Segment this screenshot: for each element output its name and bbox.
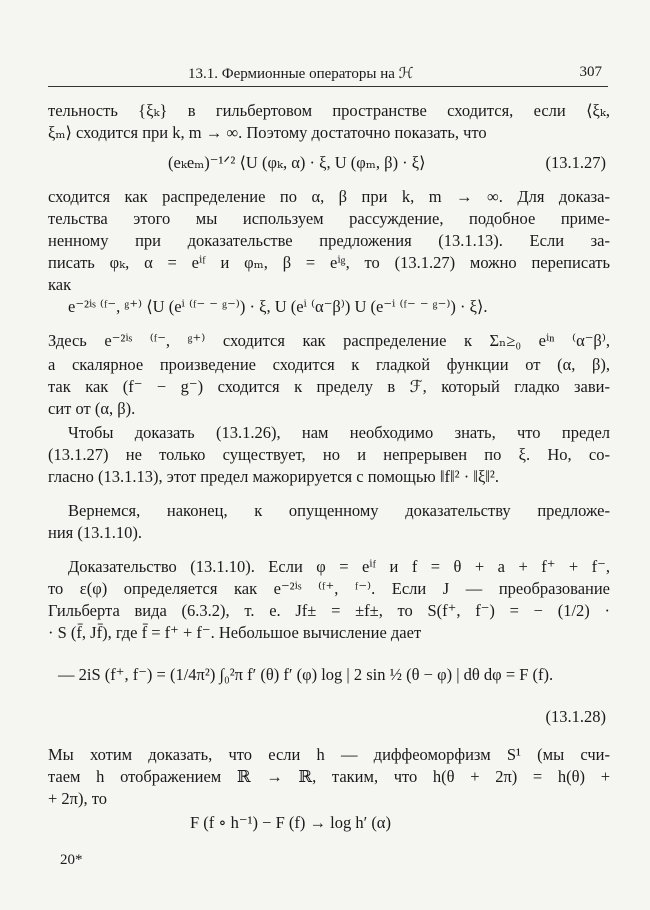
page-number: 307 bbox=[579, 64, 602, 80]
text-line: (13.1.27) не только существует, но и непрерывен по ξ. Но, со- bbox=[48, 445, 610, 464]
equation: e⁻²ⁱˢ ⁽ᶠ⁻, ᵍ⁺⁾ ⟨U (eⁱ ⁽ᶠ⁻ ⁻ ᵍ⁻⁾) · ξ, U (eⁱ ⁽α⁻β⁾) U (e⁻ⁱ ⁽ᶠ⁻ ⁻ ᵍ⁻⁾) · ξ⟩. bbox=[68, 297, 488, 316]
text-line: тельность {ξₖ} в гильбертовом пространстве сходится, если ⟨ξₖ, bbox=[48, 101, 610, 120]
text-line: ненному при доказательстве предложения (13.1.13). Если за- bbox=[48, 231, 610, 250]
equation: — 2iS (f⁺, f⁻) = (1/4π²) ∫₀²π f′ (θ) f′ (φ) log | 2 sin ½ (θ − φ) | dθ dφ = F (f). bbox=[58, 665, 554, 684]
text-line: тельства этого мы используем рассуждение, подобное приме- bbox=[48, 209, 610, 228]
text-line: + 2π), то bbox=[48, 789, 107, 808]
text-line: ξₘ⟩ сходится при k, m → ∞. Поэтому достаточно показать, что bbox=[48, 123, 487, 142]
text-line: Мы хотим доказать, что если h — диффеоморфизм S¹ (мы счи- bbox=[48, 745, 610, 764]
text-line: Гильберта вида (6.3.2), т. е. Jf± = ±f±, то S(f⁺, f⁻) = − (1/2) · bbox=[48, 601, 610, 620]
text-line: Вернемся, наконец, к опущенному доказательству предложе- bbox=[68, 501, 610, 520]
text-line: Здесь e⁻²ⁱˢ ⁽ᶠ⁻, ᵍ⁺⁾ сходится как распределение к Σₙ≥₀ eⁱⁿ ⁽α⁻β⁾, bbox=[48, 331, 610, 350]
header-title: 13.1. Фермионные операторы на ℋ bbox=[188, 66, 414, 82]
text-line: ния (13.1.10). bbox=[48, 523, 142, 542]
text-line: а скалярное произведение сходится к гладкой функции от (α, β), bbox=[48, 355, 610, 374]
equation: (eₖeₘ)⁻¹ᐟ² ⟨U (φₖ, α) · ξ, U (φₘ, β) · ξ⟩ bbox=[168, 153, 426, 172]
text-line: писать φₖ, α = eⁱᶠ и φₘ, β = eⁱᵍ, то (13.1.27) можно переписать bbox=[48, 253, 610, 272]
signature-mark: 20* bbox=[60, 852, 83, 868]
text-line: как bbox=[48, 275, 72, 294]
text-line: Чтобы доказать (13.1.26), нам необходимо знать, что предел bbox=[68, 423, 610, 442]
text-line: гласно (13.1.13), этот предел мажорируется с помощью ‖f‖² · ‖ξ‖². bbox=[48, 467, 500, 486]
text-line: то ε(φ) определяется как e⁻²ⁱˢ ⁽ᶠ⁺, ᶠ⁻⁾. Если J — преобразование bbox=[48, 579, 610, 598]
equation-number: (13.1.28) bbox=[545, 707, 606, 726]
text-line: · S (f̄, Jf̄), где f̄ = f⁺ + f⁻. Небольшое вычисление дает bbox=[48, 623, 422, 642]
equation-number: (13.1.27) bbox=[545, 153, 606, 172]
running-header bbox=[48, 62, 608, 87]
text-line: так как (f⁻ − g⁻) сходится к пределу в ℱ, который гладко зави- bbox=[48, 377, 610, 396]
text-line: сит от (α, β). bbox=[48, 399, 136, 418]
equation: F (f ∘ h⁻¹) − F (f) → log h′ (α) bbox=[190, 813, 391, 832]
text-line: сходится как распределение по α, β при k, m → ∞. Для доказа- bbox=[48, 187, 610, 206]
text-line: таем h отображением ℝ → ℝ, таким, что h(θ + 2π) = h(θ) + bbox=[48, 767, 610, 786]
text-line: Доказательство (13.1.10). Если φ = eⁱᶠ и f = θ + a + f⁺ + f⁻, bbox=[68, 557, 610, 576]
